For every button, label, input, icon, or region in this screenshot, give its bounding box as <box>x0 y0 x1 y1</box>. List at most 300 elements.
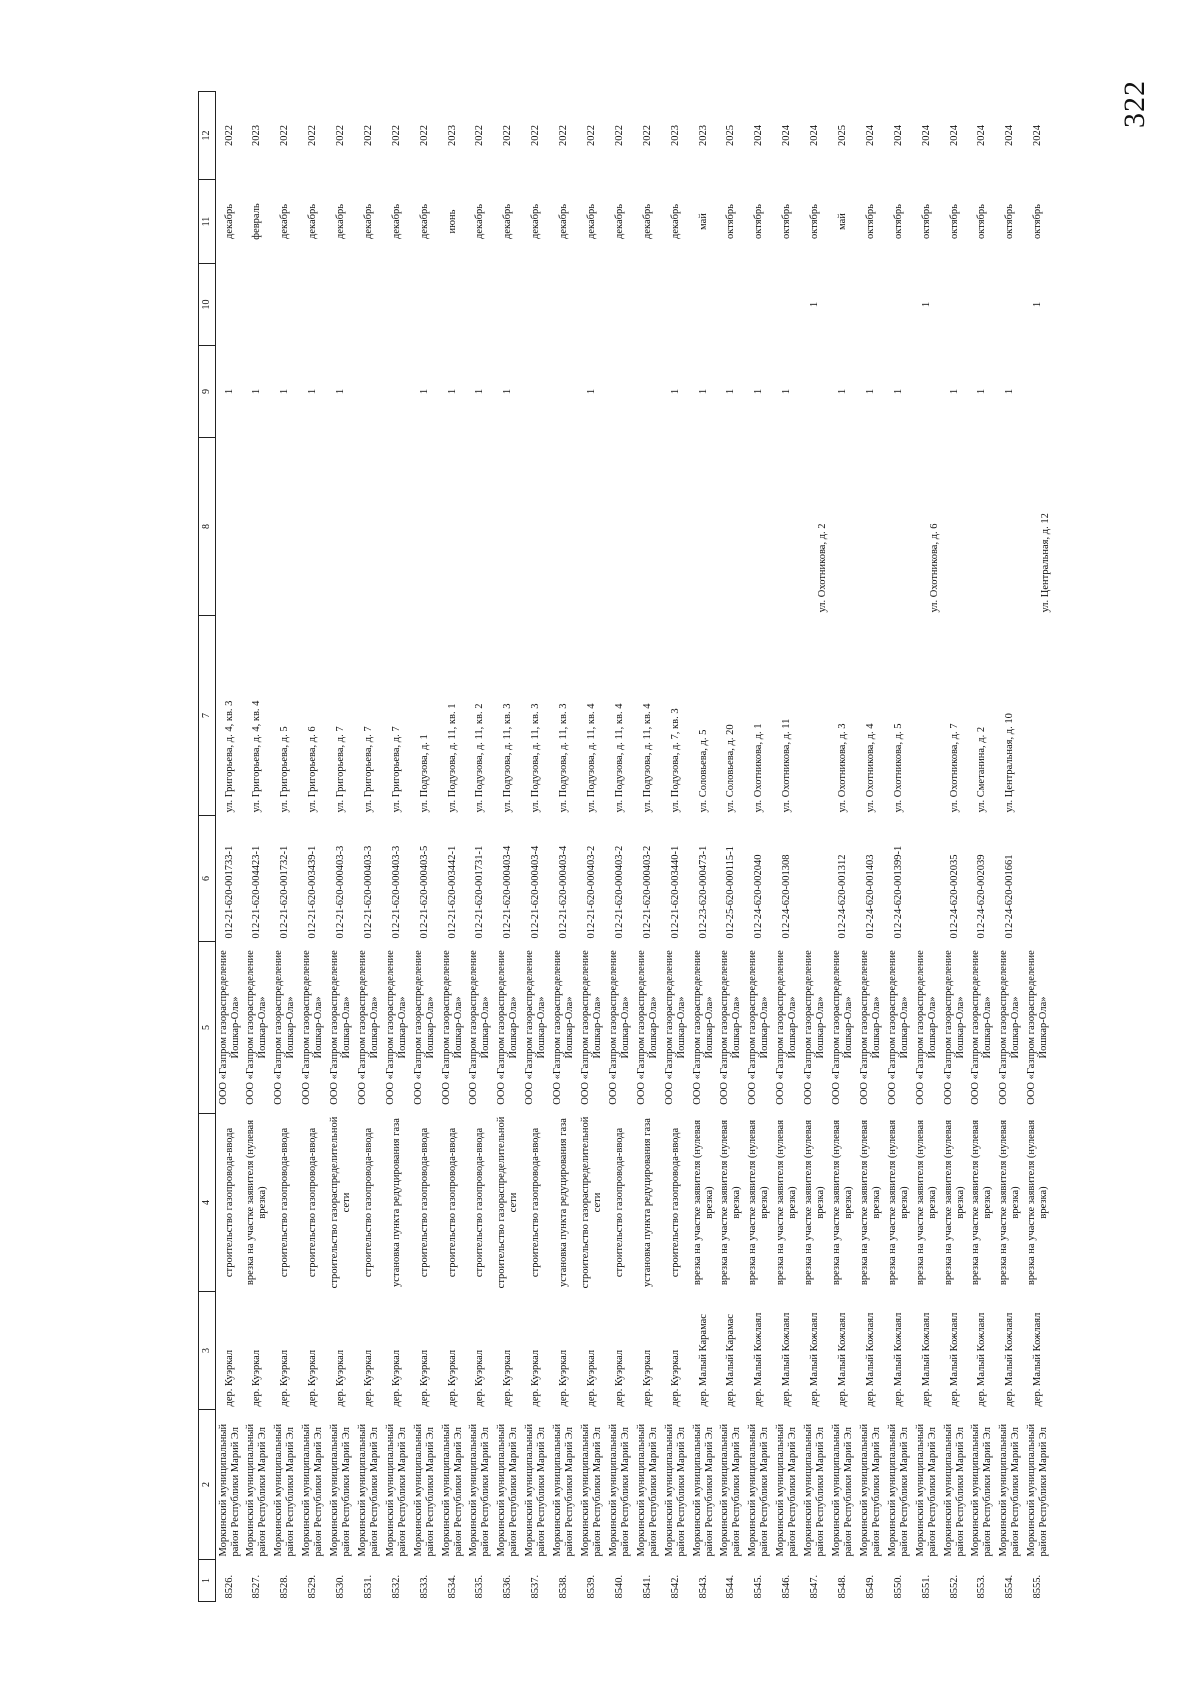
work-type-cell: строительство газопровода-ввода <box>530 1127 542 1278</box>
application-number-cell: 012-24-620-001308 <box>781 854 793 939</box>
year-cell: 2022 <box>585 125 597 146</box>
address-cell: ул. Центральная, д. 10 <box>1004 713 1016 813</box>
month-cell: декабрь <box>279 204 291 239</box>
application-number-cell <box>913 816 941 942</box>
district-cell: Моркинский муниципальный район Республики Марий Эл <box>384 1423 408 1557</box>
row-number: 8545. <box>753 1574 765 1599</box>
settlement-cell: дер. Куэркал <box>279 1349 291 1407</box>
row-number: 8551. <box>920 1574 932 1599</box>
settlement-cell: дер. Куэркал <box>390 1349 402 1407</box>
count-col9-cell: 1 <box>697 388 709 395</box>
address-cell: ул. Григорьева, д. 7 <box>390 726 402 813</box>
address-cell: ул. Григорьева, д. 6 <box>307 726 319 813</box>
month-cell: октябрь <box>920 204 932 239</box>
row-number: 8527. <box>251 1574 263 1599</box>
count-col10-cell <box>718 264 746 346</box>
year-cell: 2024 <box>948 125 960 146</box>
col-header: 5 <box>199 942 216 1114</box>
address-extra-cell <box>383 438 411 616</box>
district-cell: Моркинский муниципальный район Республики Марий Эл <box>607 1423 631 1557</box>
table-row <box>885 92 913 1602</box>
address-cell: ул. Подузова, д. 11, кв. 4 <box>613 703 625 813</box>
address-cell: ул. Охотникова, д. 11 <box>781 718 793 813</box>
count-col10-cell <box>829 264 857 346</box>
settlement-cell: дер. Малый Кожлаял <box>753 1312 765 1407</box>
month-cell: декабрь <box>558 204 570 239</box>
application-number-cell <box>801 816 829 942</box>
address-extra-cell <box>969 438 997 616</box>
month-cell: октябрь <box>809 204 821 239</box>
work-type-cell: строительство газопровода-ввода <box>613 1127 625 1278</box>
year-cell: 2022 <box>530 125 542 146</box>
address-cell: ул. Подузова, д. 11, кв. 4 <box>641 703 653 813</box>
organization-cell: ООО «Газпром газораспределение Йошкар-Ола» <box>858 950 882 1105</box>
address-cell: ул. Григорьева, д. 7 <box>334 726 346 813</box>
organization-cell: ООО «Газпром газораспределение Йошкар-Ола» <box>273 950 297 1105</box>
table-row <box>857 92 885 1602</box>
count-col9-cell: 1 <box>279 388 291 395</box>
settlement-cell: дер. Малый Карамас <box>725 1314 737 1407</box>
count-col9-cell: 1 <box>307 388 319 395</box>
month-cell: декабрь <box>669 204 681 239</box>
address-extra-cell <box>467 438 495 616</box>
organization-cell: ООО «Газпром газораспределение Йошкар-Ола» <box>217 950 241 1105</box>
district-cell: Моркинский муниципальный район Республики Марий Эл <box>273 1423 297 1557</box>
table-row <box>773 92 801 1602</box>
count-col9-cell: 1 <box>474 388 486 395</box>
row-number: 8536. <box>502 1574 514 1599</box>
settlement-cell: дер. Куэркал <box>641 1349 653 1407</box>
count-col9-cell: 1 <box>669 388 681 395</box>
organization-cell: ООО «Газпром газораспределение Йошкар-Ола» <box>384 950 408 1105</box>
address-cell <box>801 616 829 816</box>
work-type-cell: установка пункта редуцирования газа <box>641 1118 653 1287</box>
year-cell: 2024 <box>1032 125 1044 146</box>
count-col9-cell: 1 <box>446 388 458 395</box>
application-number-cell: 012-21-620-001731-1 <box>474 845 486 939</box>
address-cell: ул. Подузова, д. 7, кв. 3 <box>669 708 681 813</box>
page-number: 322 <box>1118 80 1151 128</box>
count-col9-cell: 1 <box>334 388 346 395</box>
month-cell: декабрь <box>641 204 653 239</box>
address-extra-cell <box>718 438 746 616</box>
table-row <box>355 92 383 1602</box>
address-extra-cell <box>941 438 969 616</box>
count-col9-cell: 1 <box>948 388 960 395</box>
table-body <box>216 92 1053 1602</box>
row-number: 8548. <box>837 1574 848 1599</box>
count-col9-cell <box>522 346 550 438</box>
month-cell: октябрь <box>753 204 765 239</box>
month-cell: октябрь <box>892 204 904 239</box>
count-col9-cell: 1 <box>585 388 597 395</box>
year-cell: 2025 <box>837 125 848 146</box>
organization-cell: ООО «Газпром газораспределение Йошкар-Ола» <box>552 950 576 1105</box>
table-row <box>996 92 1024 1602</box>
row-number: 8529. <box>307 1574 319 1599</box>
year-cell: 2022 <box>307 125 319 146</box>
table-row <box>494 92 522 1602</box>
organization-cell: ООО «Газпром газораспределение Йошкар-Ола» <box>524 950 548 1105</box>
application-number-cell: 012-21-620-000403-3 <box>362 845 374 939</box>
district-cell: Моркинский муниципальный район Республики Марий Эл <box>830 1423 855 1557</box>
row-number: 8542. <box>669 1574 681 1599</box>
row-number: 8555. <box>1032 1574 1044 1599</box>
table-row <box>941 92 969 1602</box>
organization-cell: ООО «Газпром газораспределение Йошкар-Ола» <box>440 950 464 1105</box>
address-extra-cell <box>494 438 522 616</box>
count-col10-cell: 1 <box>809 301 821 308</box>
address-cell: ул. Соловьева, д. 20 <box>725 724 737 813</box>
application-number-cell: 012-21-620-000403-2 <box>613 845 625 939</box>
organization-cell: ООО «Газпром газораспределение Йошкар-Ола» <box>301 950 325 1105</box>
table-row <box>299 92 327 1602</box>
year-cell: 2022 <box>279 125 291 146</box>
application-number-cell <box>1024 816 1052 942</box>
address-extra-cell <box>439 438 467 616</box>
application-number-cell: 012-24-620-002035 <box>948 854 960 939</box>
table-row <box>745 92 773 1602</box>
count-col9-cell: 1 <box>892 388 904 395</box>
settlement-cell: дер. Малый Кожлаял <box>781 1312 793 1407</box>
row-number: 8553. <box>976 1574 988 1599</box>
work-type-cell: строительство газопровода-ввода <box>474 1127 486 1278</box>
district-cell: Моркинский муниципальный район Республики Марий Эл <box>998 1423 1022 1557</box>
col-header: 4 <box>199 1114 216 1292</box>
district-cell: Моркинский муниципальный район Республики Марий Эл <box>635 1423 659 1557</box>
address-extra-cell <box>327 438 355 616</box>
col-header: 8 <box>199 438 216 616</box>
gasification-table <box>198 91 1052 1602</box>
table-row <box>411 92 439 1602</box>
district-cell: Моркинский муниципальный район Республики Марий Эл <box>1026 1423 1050 1557</box>
row-number: 8552. <box>948 1574 960 1599</box>
count-col9-cell <box>634 346 662 438</box>
count-col9-cell <box>801 346 829 438</box>
count-col9-cell: 1 <box>781 388 793 395</box>
table-row <box>383 92 411 1602</box>
table-row <box>634 92 662 1602</box>
organization-cell: ООО «Газпром газораспределение Йошкар-Ола» <box>886 950 910 1105</box>
address-cell: ул. Охотникова, д. 3 <box>837 723 848 813</box>
settlement-cell: дер. Малый Кожлаял <box>864 1312 876 1407</box>
month-cell: октябрь <box>1004 204 1016 239</box>
rotated-register <box>198 92 1088 1602</box>
application-number-cell: 012-25-620-000115-1 <box>725 846 737 939</box>
organization-cell: ООО «Газпром газораспределение Йошкар-Ола» <box>970 950 994 1105</box>
address-extra-cell <box>411 438 439 616</box>
table-row <box>327 92 355 1602</box>
address-cell: ул. Подузова, д. 11, кв. 3 <box>502 703 514 813</box>
count-col10-cell <box>467 264 495 346</box>
organization-cell: ООО «Газпром газораспределение Йошкар-Ола» <box>245 950 269 1105</box>
row-number: 8550. <box>892 1574 904 1599</box>
work-type-cell: врезка на участке заявителя (нулевая врезка) <box>914 1119 938 1286</box>
count-col9-cell <box>355 346 383 438</box>
application-number-cell: 012-21-620-003439-1 <box>307 845 319 939</box>
count-col10-cell <box>271 264 299 346</box>
address-cell: ул. Охотникова, д. 4 <box>864 723 876 813</box>
application-number-cell: 012-24-620-001661 <box>1004 854 1016 939</box>
count-col10-cell <box>411 264 439 346</box>
row-number: 8532. <box>390 1574 402 1599</box>
settlement-cell: дер. Куэркал <box>307 1349 319 1407</box>
district-cell: Моркинский муниципальный район Республики Марий Эл <box>579 1423 604 1557</box>
application-number-cell: 012-21-620-000403-3 <box>390 845 402 939</box>
year-cell: 2024 <box>864 125 876 146</box>
month-cell: октябрь <box>948 204 960 239</box>
work-type-cell: врезка на участке заявителя (нулевая врезка) <box>1026 1119 1050 1286</box>
year-cell: 2022 <box>474 125 486 146</box>
address-cell: ул. Подузова, д. 11, кв. 3 <box>558 703 570 813</box>
row-number: 8528. <box>279 1574 291 1599</box>
application-number-cell: 012-21-620-000403-4 <box>530 845 542 939</box>
col-header: 11 <box>199 180 216 264</box>
table-row <box>243 92 271 1602</box>
address-extra-cell <box>885 438 913 616</box>
settlement-cell: дер. Малый Кожлаял <box>809 1312 821 1407</box>
work-type-cell: врезка на участке заявителя (нулевая врезка) <box>747 1119 771 1286</box>
organization-cell: ООО «Газпром газораспределение Йошкар-Ола» <box>775 950 799 1105</box>
organization-cell: ООО «Газпром газораспределение Йошкар-Ола» <box>635 950 659 1105</box>
district-cell: Моркинский муниципальный район Республики Марий Эл <box>496 1423 520 1557</box>
col-header: 9 <box>199 346 216 438</box>
settlement-cell: дер. Куэркал <box>334 1349 346 1407</box>
count-col10-cell <box>216 264 244 346</box>
month-cell: декабрь <box>585 204 597 239</box>
year-cell: 2022 <box>641 125 653 146</box>
address-cell: ул. Григорьева, д. 5 <box>279 726 291 813</box>
work-type-cell: врезка на участке заявителя (нулевая врезка) <box>719 1119 743 1286</box>
month-cell: октябрь <box>1032 204 1044 239</box>
organization-cell: ООО «Газпром газораспределение Йошкар-Ола» <box>998 950 1022 1105</box>
count-col9-cell <box>550 346 578 438</box>
district-cell: Моркинский муниципальный район Республики Марий Эл <box>803 1423 827 1557</box>
organization-cell: ООО «Газпром газораспределение Йошкар-Ола» <box>942 950 966 1105</box>
application-number-cell: 012-21-620-000403-4 <box>558 845 570 939</box>
organization-cell: ООО «Газпром газораспределение Йошкар-Ола» <box>468 950 492 1105</box>
count-col10-cell <box>690 264 718 346</box>
month-cell: декабрь <box>223 204 235 239</box>
year-cell: 2022 <box>362 125 374 146</box>
work-type-cell: строительство газораспределительной сети <box>496 1116 520 1289</box>
row-number: 8540. <box>613 1574 625 1599</box>
work-type-cell: строительство газопровода-ввода <box>418 1127 430 1278</box>
address-extra-cell <box>773 438 801 616</box>
work-type-cell: врезка на участке заявителя (нулевая врезка) <box>998 1119 1022 1286</box>
organization-cell: ООО «Газпром газораспределение Йошкар-Ола» <box>691 950 715 1105</box>
count-col10-cell <box>634 264 662 346</box>
year-cell: 2024 <box>1004 125 1016 146</box>
month-cell: декабрь <box>613 204 625 239</box>
district-cell: Моркинский муниципальный район Республики Марий Эл <box>328 1423 352 1557</box>
table-row <box>913 92 941 1602</box>
month-cell: октябрь <box>781 204 793 239</box>
count-col9-cell <box>383 346 411 438</box>
work-type-cell: врезка на участке заявителя (нулевая врезка) <box>858 1119 882 1286</box>
table-row <box>439 92 467 1602</box>
count-col9-cell: 1 <box>251 388 263 395</box>
district-cell: Моркинский муниципальный район Республики Марий Эл <box>440 1423 464 1557</box>
address-extra-cell <box>299 438 327 616</box>
address-cell <box>913 616 941 816</box>
count-col10-cell <box>773 264 801 346</box>
address-cell: ул. Григорьева, д. 7 <box>362 726 374 813</box>
application-number-cell: 012-21-620-000403-2 <box>585 845 597 939</box>
application-number-cell: 012-21-620-001733-1 <box>223 845 235 939</box>
count-col10-cell <box>996 264 1024 346</box>
settlement-cell: дер. Куэркал <box>558 1349 570 1407</box>
settlement-cell: дер. Куэркал <box>474 1349 486 1407</box>
organization-cell: ООО «Газпром газораспределение Йошкар-Ола» <box>607 950 631 1105</box>
district-cell: Моркинский муниципальный район Республики Марий Эл <box>858 1423 882 1557</box>
district-cell: Моркинский муниципальный район Республики Марий Эл <box>301 1423 325 1557</box>
month-cell: декабрь <box>418 204 430 239</box>
count-col10-cell <box>355 264 383 346</box>
count-col9-cell: 1 <box>753 388 765 395</box>
row-number: 8533. <box>418 1574 430 1599</box>
application-number-cell: 012-24-620-001399-1 <box>892 845 904 939</box>
table-row <box>578 92 606 1602</box>
table-row <box>271 92 299 1602</box>
month-cell: декабрь <box>362 204 374 239</box>
table-row <box>216 92 244 1602</box>
month-cell: декабрь <box>474 204 486 239</box>
row-number: 8547. <box>809 1574 821 1599</box>
row-number: 8554. <box>1004 1574 1016 1599</box>
month-cell: октябрь <box>976 204 988 239</box>
month-cell: май <box>837 213 848 230</box>
count-col10-cell <box>439 264 467 346</box>
month-cell: май <box>697 213 709 230</box>
month-cell: июнь <box>446 209 458 234</box>
col-header: 12 <box>199 92 216 180</box>
count-col9-cell: 1 <box>976 388 988 395</box>
row-number: 8543. <box>697 1574 709 1599</box>
application-number-cell: 012-23-620-000473-1 <box>697 845 709 939</box>
application-number-cell: 012-21-620-000403-3 <box>334 845 346 939</box>
year-cell: 2023 <box>697 125 709 146</box>
work-type-cell: строительство газораспределительной сети <box>579 1116 604 1289</box>
settlement-cell: дер. Куэркал <box>669 1349 681 1407</box>
settlement-cell: дер. Куэркал <box>613 1349 625 1407</box>
count-col10-cell <box>578 264 606 346</box>
address-extra-cell <box>745 438 773 616</box>
organization-cell: ООО «Газпром газораспределение Йошкар-Ола» <box>747 950 771 1105</box>
work-type-cell: установка пункта редуцирования газа <box>558 1118 570 1287</box>
year-cell: 2022 <box>418 125 430 146</box>
table-row <box>522 92 550 1602</box>
settlement-cell: дер. Куэркал <box>446 1349 458 1407</box>
row-number: 8546. <box>781 1574 793 1599</box>
district-cell: Моркинский муниципальный район Республики Марий Эл <box>886 1423 910 1557</box>
table-row <box>801 92 829 1602</box>
table-row <box>1024 92 1052 1602</box>
address-extra-cell <box>634 438 662 616</box>
application-number-cell: 012-21-620-000403-4 <box>502 845 514 939</box>
address-cell: ул. Соловьева, д. 5 <box>697 729 709 813</box>
address-extra-cell: ул. Охотникова, д. 6 <box>928 523 940 613</box>
address-cell: ул. Подузова, д. 11, кв. 1 <box>446 703 458 813</box>
organization-cell: ООО «Газпром газораспределение Йошкар-Ола» <box>328 950 352 1105</box>
month-cell: декабрь <box>334 204 346 239</box>
organization-cell: ООО «Газпром газораспределение Йошкар-Ола» <box>830 950 855 1105</box>
application-number-cell: 012-24-620-002039 <box>976 854 988 939</box>
year-cell: 2022 <box>390 125 402 146</box>
application-number-cell: 012-21-620-000403-5 <box>418 845 430 939</box>
col-header: 6 <box>199 816 216 942</box>
col-header: 3 <box>199 1292 216 1410</box>
address-cell: ул. Охотникова, д. 5 <box>892 723 904 813</box>
application-number-cell: 012-21-620-004423-1 <box>251 845 263 939</box>
table-row <box>606 92 634 1602</box>
year-cell: 2025 <box>725 125 737 146</box>
count-col9-cell: 1 <box>223 388 235 395</box>
organization-cell: ООО «Газпром газораспределение Йошкар-Ола» <box>1026 950 1050 1105</box>
organization-cell: ООО «Газпром газораспределение Йошкар-Ола» <box>496 950 520 1105</box>
month-cell: декабрь <box>502 204 514 239</box>
organization-cell: ООО «Газпром газораспределение Йошкар-Ола» <box>663 950 687 1105</box>
address-extra-cell <box>606 438 634 616</box>
month-cell: декабрь <box>390 204 402 239</box>
application-number-cell: 012-24-620-001312 <box>837 854 848 939</box>
month-cell: октябрь <box>864 204 876 239</box>
count-col10-cell: 1 <box>1032 301 1044 308</box>
count-col9-cell: 1 <box>502 388 514 395</box>
year-cell: 2023 <box>446 125 458 146</box>
year-cell: 2024 <box>892 125 904 146</box>
count-col10-cell <box>662 264 690 346</box>
work-type-cell: строительство газораспределительной сети <box>328 1116 352 1289</box>
row-number: 8526. <box>223 1574 235 1599</box>
address-cell: ул. Григорьева, д. 4, кв. 3 <box>223 700 235 813</box>
district-cell: Моркинский муниципальный район Республики Марий Эл <box>663 1423 687 1557</box>
year-cell: 2022 <box>613 125 625 146</box>
address-extra-cell <box>243 438 271 616</box>
work-type-cell: установка пункта редуцирования газа <box>390 1118 402 1287</box>
count-col9-cell: 1 <box>1004 388 1016 395</box>
address-extra-cell <box>550 438 578 616</box>
organization-cell: ООО «Газпром газораспределение Йошкар-Ола» <box>719 950 743 1105</box>
address-extra-cell <box>829 438 857 616</box>
district-cell: Моркинский муниципальный район Республики Марий Эл <box>970 1423 994 1557</box>
settlement-cell: дер. Малый Кожлаял <box>1004 1312 1016 1407</box>
count-col9-cell: 1 <box>725 388 737 395</box>
work-type-cell: врезка на участке заявителя (нулевая врезка) <box>691 1119 715 1286</box>
address-cell: ул. Подузова, д. 1 <box>418 734 430 813</box>
address-extra-cell: ул. Охотникова, д. 2 <box>817 523 829 613</box>
application-number-cell: 012-21-620-003440-1 <box>669 845 681 939</box>
count-col9-cell <box>606 346 634 438</box>
address-extra-cell <box>355 438 383 616</box>
count-col9-cell: 1 <box>864 388 876 395</box>
count-col10-cell <box>857 264 885 346</box>
application-number-cell: 012-21-620-001732-1 <box>279 845 291 939</box>
organization-cell: ООО «Газпром газораспределение Йошкар-Ола» <box>412 950 436 1105</box>
count-col10-cell <box>299 264 327 346</box>
district-cell: Моркинский муниципальный район Республики Марий Эл <box>552 1423 576 1557</box>
year-cell: 2022 <box>223 125 235 146</box>
organization-cell: ООО «Газпром газораспределение Йошкар-Ола» <box>579 950 604 1105</box>
settlement-cell: дер. Малый Кожлаял <box>976 1312 988 1407</box>
work-type-cell: строительство газопровода-ввода <box>279 1127 291 1278</box>
year-cell: 2024 <box>920 125 932 146</box>
application-number-cell: 012-21-620-000403-2 <box>641 845 653 939</box>
district-cell: Моркинский муниципальный район Республики Марий Эл <box>775 1423 799 1557</box>
row-number: 8549. <box>864 1574 876 1599</box>
work-type-cell: строительство газопровода-ввода <box>362 1127 374 1278</box>
year-cell: 2022 <box>502 125 514 146</box>
